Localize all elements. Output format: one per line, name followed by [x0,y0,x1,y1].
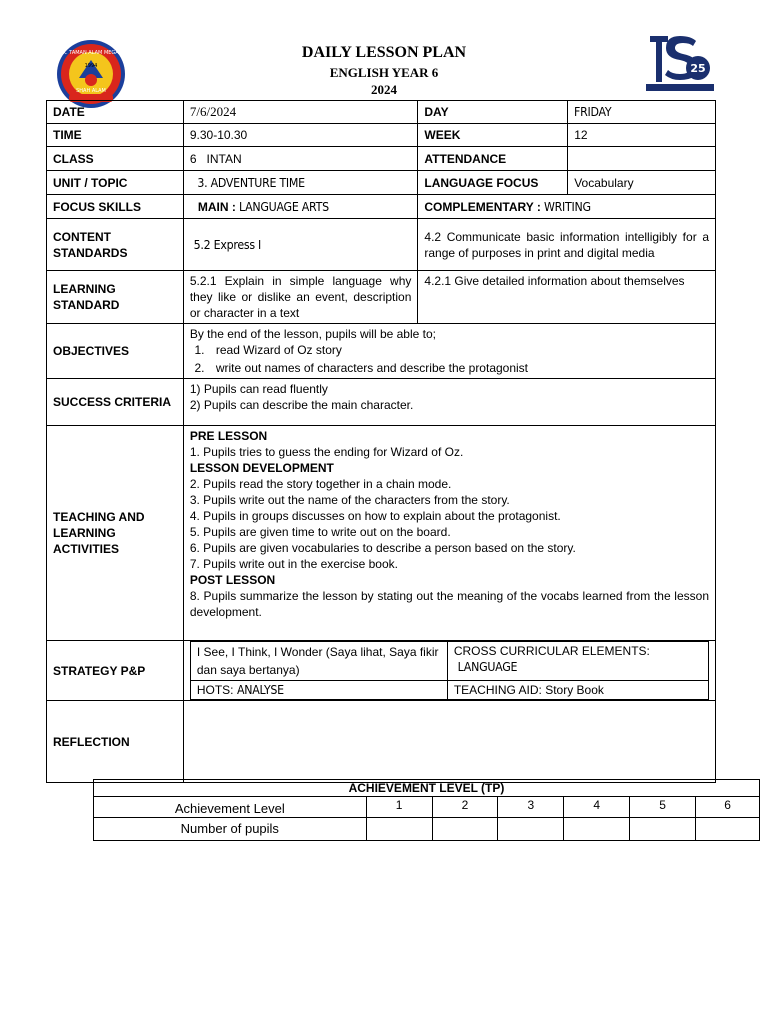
reflection-label: REFLECTION [47,701,184,783]
language-focus-label: LANGUAGE FOCUS [418,171,568,195]
language-focus-value: Vocabulary [568,171,716,195]
row-strategy [47,641,716,701]
activity-step: 3. Pupils write out the name of the characters from the story. [189,493,510,507]
activity-step: 7. Pupils write out in the exercise book. [189,557,398,571]
week-value: 12 [568,124,716,147]
hots-label: HOTS: [196,683,234,697]
activities-label: TEACHING AND LEARNING ACTIVITIES [47,426,184,641]
lesson-development-heading: LESSON DEVELOPMENT [189,461,334,475]
time-value: 9.30-10.30 [183,124,418,147]
row-unit-focus [47,171,716,195]
activity-step: 4. Pupils in groups discusses on how to explain about the protagonist. [189,509,561,523]
class-value: 6 INTAN [183,147,418,171]
activity-step: 6. Pupils are given vocabularies to describe a person based on the story. [189,541,576,555]
strategy-inner-table [190,641,709,700]
row-date-day [47,101,716,124]
attendance-value [568,147,716,171]
hots-value: ANALYSE [236,683,284,697]
main-skill-label: MAIN : [197,199,236,214]
anniversary-logo [646,28,714,94]
success-criterion: 1) Pupils can read fluently [189,382,328,396]
objective-item: 2. write out names of characters and describe the protagonist [208,360,709,376]
achievement-level-label: Achievement Level [94,797,367,818]
unit-value: 3. ADVENTURE TIME [197,175,305,190]
reflection-value [183,701,715,783]
cross-curricular-value: LANGUAGE [457,660,518,674]
row-content-standards [47,219,716,271]
level-cell: 2 [432,797,498,818]
main-skill-value: LANGUAGE ARTS [239,199,330,214]
level-cell: 1 [366,797,432,818]
class-label: CLASS [47,147,184,171]
post-lesson-heading: POST LESSON [189,573,276,587]
pupil-count-cell [696,818,760,841]
achievement-table [93,779,760,841]
activity-step: 8. Pupils summarize the lesson by stating out the meaning of the vocabs learned from the lesson development. [189,589,709,619]
content-standard-complementary: 4.2 Communicate basic information intelligibly for a range of purposes in print and digital media [418,219,716,271]
level-cell: 3 [498,797,564,818]
row-activities [47,426,716,641]
pupil-count-cell [366,818,432,841]
row-reflection [47,701,716,783]
pupil-count-cell [564,818,630,841]
activity-step: 5. Pupils are given time to write out on the board. [189,525,451,539]
learning-standard-label: LEARNING STANDARD [47,271,184,324]
level-cell: 6 [696,797,760,818]
level-cell: 4 [564,797,630,818]
page-year: 2024 [371,82,397,97]
objectives-intro: By the end of the lesson, pupils will be able to; [189,327,436,341]
activity-step: 2. Pupils read the story together in a chain mode. [189,477,452,491]
activity-step: 1. Pupils tries to guess the ending for Wizard of Oz. [189,445,464,459]
row-success-criteria [47,379,716,426]
strategy-label: STRATEGY P&P [47,641,184,701]
objective-item: 1. read Wizard of Oz story [208,342,709,358]
time-label: TIME [47,124,184,147]
day-label: DAY [418,101,568,124]
objectives-list [190,342,709,376]
unit-label: UNIT / TOPIC [47,171,184,195]
logo-text-bottom: SHAH ALAM [76,88,106,94]
page-title: DAILY LESSON PLAN [301,44,467,61]
learning-standard-main: 5.2.1 Explain in simple language why they like or dislike an event, description or character in a text [183,271,418,324]
complementary-skill-label: COMPLEMENTARY : [424,199,541,214]
row-objectives [47,324,716,379]
day-value: FRIDAY [574,105,612,119]
row-focus-skills [47,195,716,219]
row-time-week [47,124,716,147]
strategy-value: I See, I Think, I Wonder (Saya lihat, Saya fikir dan saya bertanya) [190,642,447,681]
complementary-skill-value: WRITING [544,199,591,214]
row-learning-standard [47,271,716,324]
row-class-attendance [47,147,716,171]
content-standard-main: 5.2 Express I [193,237,261,252]
logo-year: 1994 [84,63,98,69]
success-criterion: 2) Pupils can describe the main character. [189,398,414,412]
date-value: 7/6/2024 [183,101,418,124]
learning-standard-complementary: 4.2.1 Give detailed information about themselves [418,271,716,324]
achievement-title: ACHIEVEMENT LEVEL (TP) [94,780,760,797]
number-of-pupils-label: Number of pupils [94,818,367,841]
teaching-aid: TEACHING AID: Story Book [447,681,708,700]
week-label: WEEK [418,124,568,147]
level-cell: 5 [630,797,696,818]
pupil-count-cell [630,818,696,841]
page-subtitle: ENGLISH YEAR 6 [329,65,439,80]
date-label: DATE [47,101,184,124]
attendance-label: ATTENDANCE [418,147,568,171]
pupil-count-cell [432,818,498,841]
objectives-label: OBJECTIVES [47,324,184,379]
pre-lesson-heading: PRE LESSON [189,429,268,443]
logo-text-top: SK. TAMAN ALAM MEGAH [59,50,123,56]
content-standards-label: CONTENT STANDARDS [47,219,184,271]
success-criteria-label: SUCCESS CRITERIA [47,379,184,426]
lesson-plan-table [46,100,716,783]
focus-skills-label: FOCUS SKILLS [47,195,184,219]
cross-curricular-label: CROSS CURRICULAR ELEMENTS: [453,644,650,658]
anniversary-number: 25 [690,62,706,75]
pupil-count-cell [498,818,564,841]
